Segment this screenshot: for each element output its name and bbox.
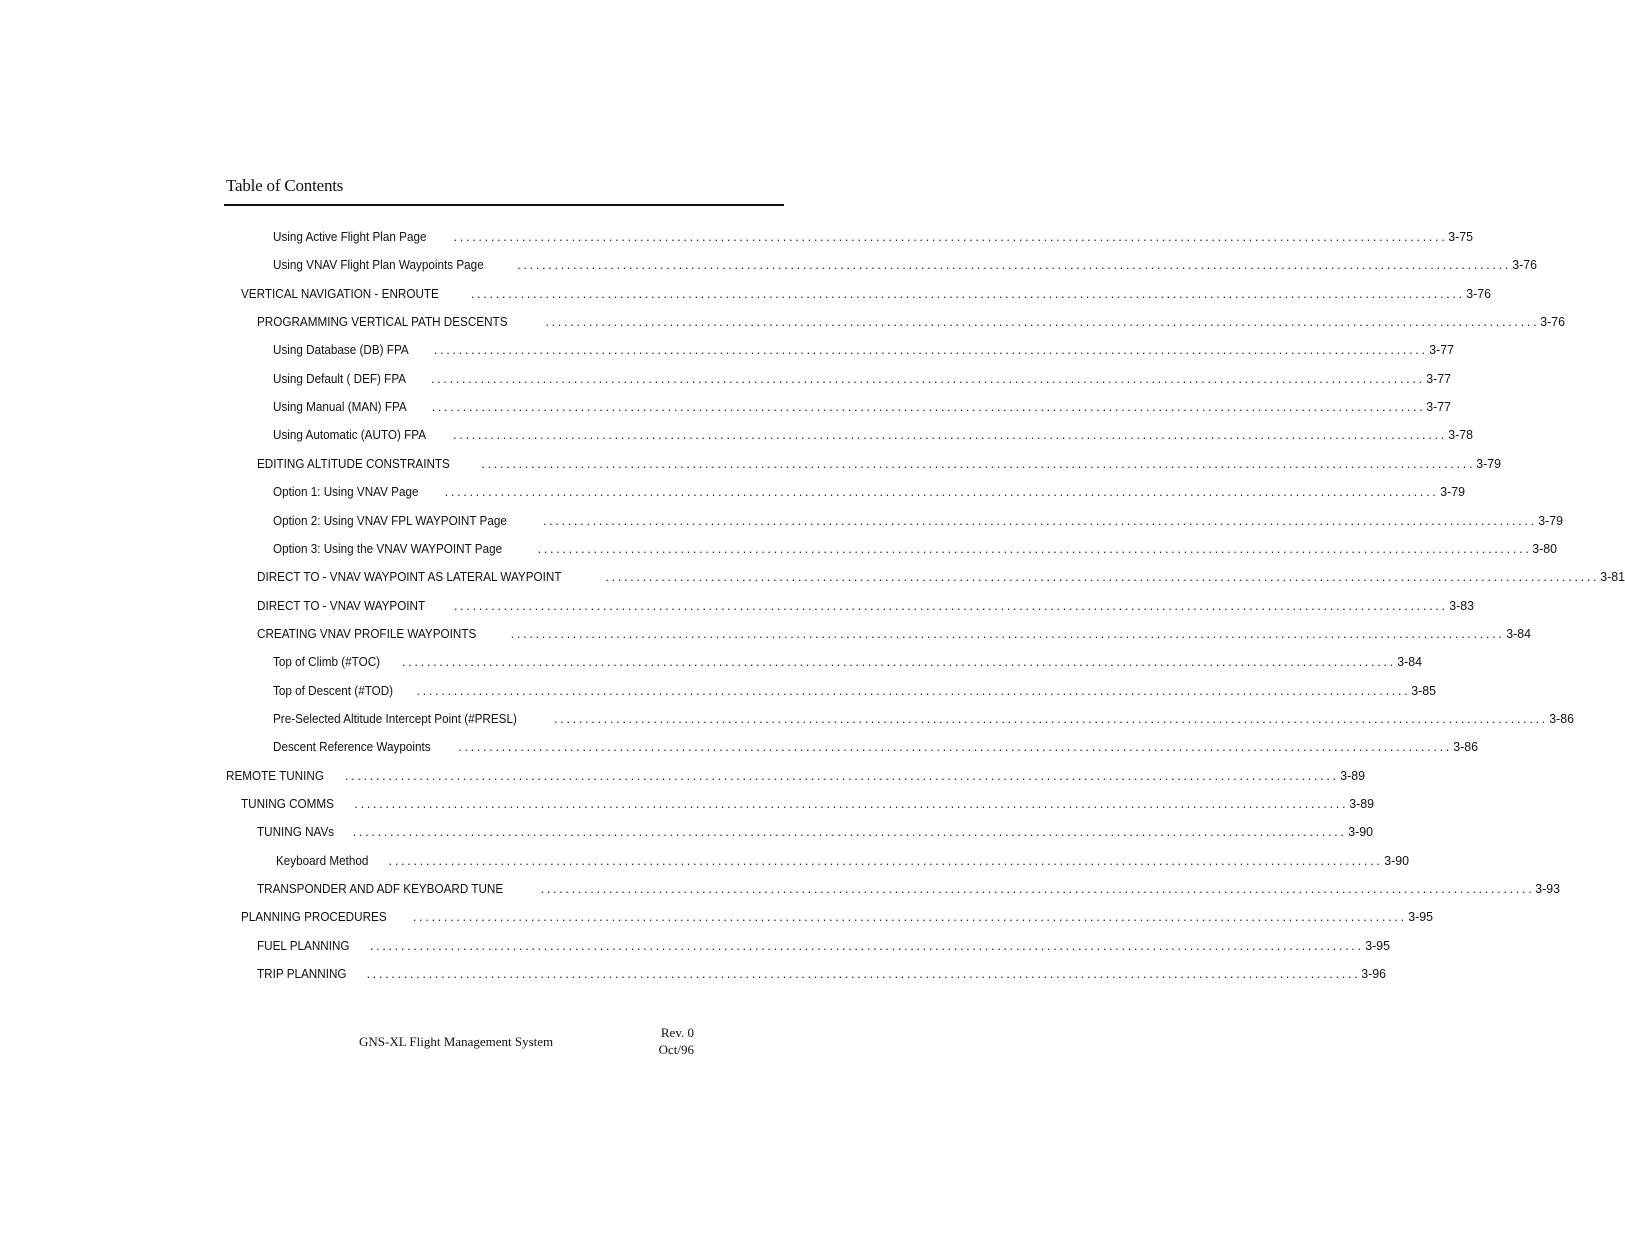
- toc-entry-title: DIRECT TO - VNAV WAYPOINT: [257, 598, 426, 613]
- toc-entry-page: 3-90: [1347, 824, 1373, 839]
- toc-entry[interactable]: [273, 481, 1465, 503]
- toc-entry-title: PLANNING PROCEDURES: [241, 909, 387, 924]
- toc-entry-page: 3-83: [1449, 598, 1474, 613]
- toc-entry[interactable]: [273, 708, 1574, 730]
- toc-entry-page: 3-81: [1600, 569, 1625, 584]
- toc-entry-page: 3-79: [1476, 456, 1502, 471]
- toc-entry[interactable]: [273, 680, 1437, 702]
- toc-entry-page: 3-80: [1532, 541, 1558, 556]
- toc-dot-leader: ................................................................................................................................................................: [453, 427, 1447, 442]
- toc-entry-title: Using Manual (MAN) FPA: [273, 399, 407, 414]
- toc-entry-title: TRIP PLANNING: [257, 966, 347, 981]
- toc-dot-leader: ................................................................................................................................................................: [537, 541, 1532, 556]
- toc-dot-leader: ................................................................................................................................................................: [453, 598, 1448, 613]
- toc-entry-title: TUNING COMMS: [241, 796, 334, 811]
- page-title: Table of Contents: [226, 176, 344, 195]
- toc-dot-leader: ................................................................................................................................................................: [430, 371, 1425, 386]
- toc-entry-page: 3-90: [1383, 853, 1409, 868]
- toc-dot-leader: ................................................................................................................................................................: [517, 257, 1511, 272]
- toc-entry-page: 3-86: [1549, 711, 1574, 726]
- toc-dot-leader: ................................................................................................................................................................: [354, 796, 1349, 811]
- toc-entry-page: 3-86: [1453, 739, 1479, 754]
- toc-entry-title: PROGRAMMING VERTICAL PATH DESCENTS: [257, 314, 508, 329]
- toc-dot-leader: ................................................................................................................................................................: [605, 569, 1600, 584]
- toc-dot-leader: ................................................................................................................................................................: [444, 484, 1439, 499]
- toc-dot-leader: ................................................................................................................................................................: [433, 342, 1428, 357]
- toc-entry-page: 3-95: [1408, 909, 1433, 924]
- toc-dot-leader: ................................................................................................................................................................: [388, 853, 1383, 868]
- toc-entry-page: 3-76: [1540, 314, 1566, 329]
- toc-entry-title: Option 2: Using VNAV FPL WAYPOINT Page: [273, 513, 507, 528]
- toc-entry[interactable]: [273, 651, 1422, 673]
- toc-entry-title: Descent Reference Waypoints: [273, 739, 431, 754]
- toc-entry-title: TRANSPONDER AND ADF KEYBOARD TUNE: [257, 881, 504, 896]
- toc-entry[interactable]: [241, 906, 1433, 928]
- toc-dot-leader: ................................................................................................................................................................: [470, 286, 1465, 301]
- toc-entry-page: 3-77: [1426, 399, 1452, 414]
- toc-entry-title: Option 1: Using VNAV Page: [273, 484, 419, 499]
- toc-entry-title: VERTICAL NAVIGATION - ENROUTE: [241, 286, 439, 301]
- footer-revision: Rev. 0: [660, 1025, 694, 1040]
- toc-entry[interactable]: [241, 793, 1375, 815]
- toc-entry-title: EDITING ALTITUDE CONSTRAINTS: [257, 456, 450, 471]
- toc-dot-leader: ................................................................................................................................................................: [458, 739, 1452, 754]
- toc-entry-title: Using VNAV Flight Plan Waypoints Page: [273, 257, 484, 272]
- toc-entry-page: 3-77: [1428, 342, 1454, 357]
- toc-entry[interactable]: [257, 566, 1625, 588]
- toc-entry-page: 3-79: [1538, 513, 1563, 528]
- footer-title: GNS-XL Flight Management System: [359, 1034, 554, 1049]
- toc-entry[interactable]: [273, 510, 1563, 532]
- toc-entry[interactable]: [273, 339, 1454, 361]
- toc-entry-title: Using Active Flight Plan Page: [273, 229, 427, 244]
- toc-entry[interactable]: [273, 396, 1452, 418]
- toc-entry[interactable]: [257, 595, 1474, 617]
- toc-entry-page: 3-78: [1448, 427, 1473, 442]
- toc-dot-leader: ................................................................................................................................................................: [369, 938, 1364, 953]
- toc-entry-title: DIRECT TO - VNAV WAYPOINT AS LATERAL WAYPOINT: [257, 569, 562, 584]
- toc-entry-title: Using Database (DB) FPA: [273, 342, 409, 357]
- toc-entry-page: 3-76: [1466, 286, 1491, 301]
- toc-dot-leader: ................................................................................................................................................................: [510, 626, 1505, 641]
- toc-dot-leader: ................................................................................................................................................................: [545, 314, 1540, 329]
- toc-entry-title: Top of Climb (#TOC): [273, 654, 381, 669]
- toc-dot-leader: ................................................................................................................................................................: [431, 399, 1426, 414]
- toc-dot-leader: ................................................................................................................................................................: [416, 683, 1411, 698]
- toc-dot-leader: ................................................................................................................................................................: [553, 711, 1548, 726]
- toc-entry-page: 3-85: [1411, 683, 1437, 698]
- toc-entry-title: FUEL PLANNING: [257, 938, 350, 953]
- toc-entry[interactable]: [273, 736, 1479, 758]
- toc-dot-leader: ................................................................................................................................................................: [453, 229, 1448, 244]
- toc-dot-leader: ................................................................................................................................................................: [412, 909, 1407, 924]
- toc-entry[interactable]: [276, 850, 1409, 872]
- toc-entry[interactable]: [257, 623, 1531, 645]
- toc-entry[interactable]: [241, 283, 1491, 305]
- toc-entry-title: Top of Descent (#TOD): [273, 683, 394, 698]
- toc-entry[interactable]: [257, 935, 1390, 957]
- toc-entry-title: Using Default ( DEF) FPA: [273, 371, 407, 386]
- footer-date: Oct/96: [658, 1042, 694, 1057]
- toc-entry-title: TUNING NAVs: [257, 824, 335, 839]
- toc-entry-title: REMOTE TUNING: [226, 768, 324, 783]
- toc-entry-page: 3-75: [1448, 229, 1474, 244]
- toc-entry-title: CREATING VNAV PROFILE WAYPOINTS: [257, 626, 477, 641]
- toc-dot-leader: ................................................................................................................................................................: [344, 768, 1339, 783]
- toc-entry-title: Option 3: Using the VNAV WAYPOINT Page: [273, 541, 503, 556]
- toc-entry[interactable]: [273, 226, 1474, 248]
- toc-entry-page: 3-84: [1397, 654, 1422, 669]
- toc-entry[interactable]: [257, 963, 1387, 985]
- toc-entry-page: 3-96: [1361, 966, 1387, 981]
- toc-entry[interactable]: [257, 821, 1373, 843]
- toc-dot-leader: ................................................................................................................................................................: [481, 456, 1476, 471]
- toc-dot-leader: ................................................................................................................................................................: [542, 513, 1537, 528]
- toc-entry[interactable]: [273, 424, 1473, 446]
- toc-entry-page: 3-95: [1365, 938, 1390, 953]
- toc-dot-leader: ................................................................................................................................................................: [540, 881, 1535, 896]
- toc-entry[interactable]: [226, 765, 1365, 787]
- toc-entry-page: 3-89: [1349, 796, 1375, 811]
- toc-entry-title: Keyboard Method: [276, 853, 369, 868]
- toc-entry[interactable]: [257, 878, 1561, 900]
- toc-entry-title: Using Automatic (AUTO) FPA: [273, 427, 427, 442]
- toc-entry-page: 3-76: [1512, 257, 1538, 272]
- toc-entry[interactable]: [257, 453, 1502, 475]
- header-divider: [224, 204, 784, 206]
- toc-entry-page: 3-89: [1340, 768, 1365, 783]
- toc-entry-page: 3-84: [1505, 626, 1531, 641]
- toc-dot-leader: ................................................................................................................................................................: [366, 966, 1361, 981]
- toc-entry-page: 3-79: [1439, 484, 1465, 499]
- toc-entry-title: Pre-Selected Altitude Intercept Point (#PRESL): [273, 711, 517, 726]
- toc-entry[interactable]: [273, 538, 1558, 560]
- toc-entry-page: 3-77: [1426, 371, 1451, 386]
- toc-dot-leader: ................................................................................................................................................................: [401, 654, 1396, 669]
- toc-entry[interactable]: [257, 311, 1566, 333]
- toc-entry-page: 3-93: [1535, 881, 1561, 896]
- toc-entry[interactable]: [273, 368, 1451, 390]
- footer-revision-block: [630, 1024, 694, 1058]
- toc-dot-leader: ................................................................................................................................................................: [352, 824, 1347, 839]
- toc-entry[interactable]: [273, 254, 1538, 276]
